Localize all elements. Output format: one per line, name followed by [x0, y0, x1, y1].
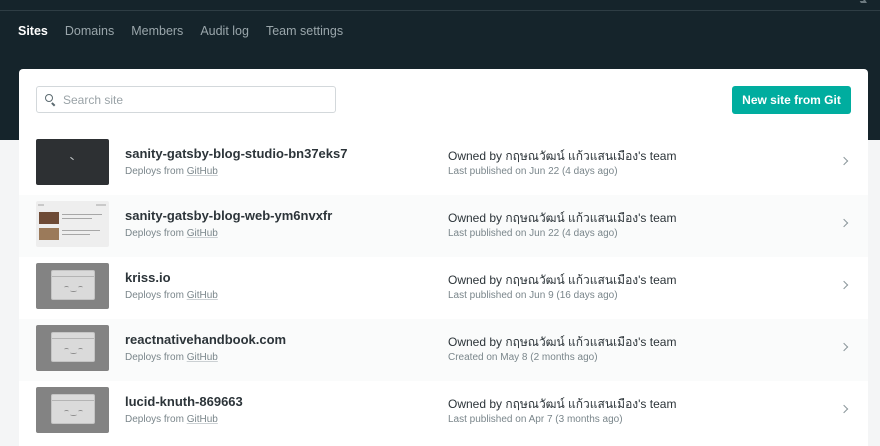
- tab-team-settings[interactable]: Team settings: [265, 24, 344, 38]
- tab-audit-log[interactable]: Audit log: [200, 24, 249, 38]
- search-box[interactable]: [36, 86, 336, 113]
- site-row[interactable]: [19, 381, 868, 443]
- site-name[interactable]: sanity-gatsby-blog-web-ym6nvxfr: [125, 208, 333, 223]
- chevron-right-icon[interactable]: [840, 343, 848, 351]
- site-published: Last published on Apr 7 (3 months ago): [448, 414, 623, 425]
- new-site-button[interactable]: New site from Git: [732, 86, 851, 114]
- site-name[interactable]: sanity-gatsby-blog-studio-bn37eks7: [125, 146, 348, 161]
- chevron-right-icon[interactable]: [840, 281, 848, 289]
- site-owner: Owned by กฤษณวัฒน์ แก้วแสนเมือง's team: [448, 397, 677, 411]
- site-deploy-source: [125, 290, 218, 301]
- site-published: Last published on Jun 9 (16 days ago): [448, 290, 618, 301]
- site-row[interactable]: [19, 257, 868, 319]
- github-link[interactable]: GitHub: [186, 166, 218, 177]
- site-owner: Owned by กฤษณวัฒน์ แก้วแสนเมือง's team: [448, 211, 677, 225]
- site-owner: Owned by กฤษณวัฒน์ แก้วแสนเมือง's team: [448, 335, 677, 349]
- sites-card: [19, 69, 868, 446]
- site-deploy-source: [125, 166, 218, 177]
- deploys-label: Deploys from: [125, 414, 184, 425]
- site-thumbnail[interactable]: [36, 201, 109, 247]
- site-published: Last published on Jun 22 (4 days ago): [448, 228, 618, 239]
- site-thumbnail[interactable]: [36, 387, 109, 433]
- tab-sites[interactable]: Sites: [18, 24, 48, 38]
- site-row[interactable]: [19, 319, 868, 381]
- site-name[interactable]: reactnativehandbook.com: [125, 332, 287, 347]
- github-link[interactable]: GitHub: [186, 290, 218, 301]
- search-icon: [37, 87, 63, 112]
- site-published: Created on May 8 (2 months ago): [448, 352, 598, 363]
- chevron-icon[interactable]: [859, 0, 867, 3]
- site-thumbnail[interactable]: [36, 263, 109, 309]
- site-thumbnail[interactable]: [36, 139, 109, 185]
- github-link[interactable]: GitHub: [186, 414, 218, 425]
- tab-members[interactable]: Members: [131, 24, 184, 38]
- github-link[interactable]: GitHub: [186, 228, 218, 239]
- deploys-label: Deploys from: [125, 290, 184, 301]
- header-divider: [0, 10, 880, 11]
- chevron-right-icon[interactable]: [840, 405, 848, 413]
- site-list: [19, 133, 868, 443]
- team-nav: [18, 24, 343, 42]
- site-deploy-source: [125, 352, 218, 363]
- site-row[interactable]: [19, 195, 868, 257]
- search-input[interactable]: [63, 93, 323, 107]
- site-deploy-source: [125, 414, 218, 425]
- chevron-right-icon[interactable]: [840, 219, 848, 227]
- site-owner: Owned by กฤษณวัฒน์ แก้วแสนเมือง's team: [448, 149, 677, 163]
- site-row[interactable]: [19, 133, 868, 195]
- site-owner: Owned by กฤษณวัฒน์ แก้วแสนเมือง's team: [448, 273, 677, 287]
- site-name[interactable]: kriss.io: [125, 270, 171, 285]
- github-link[interactable]: GitHub: [186, 352, 218, 363]
- deploys-label: Deploys from: [125, 228, 184, 239]
- tab-domains[interactable]: Domains: [64, 24, 115, 38]
- site-name[interactable]: lucid-knuth-869663: [125, 394, 243, 409]
- site-deploy-source: [125, 228, 218, 239]
- site-published: Last published on Jun 22 (4 days ago): [448, 166, 618, 177]
- site-thumbnail[interactable]: [36, 325, 109, 371]
- deploys-label: Deploys from: [125, 352, 184, 363]
- deploys-label: Deploys from: [125, 166, 184, 177]
- chevron-right-icon[interactable]: [840, 157, 848, 165]
